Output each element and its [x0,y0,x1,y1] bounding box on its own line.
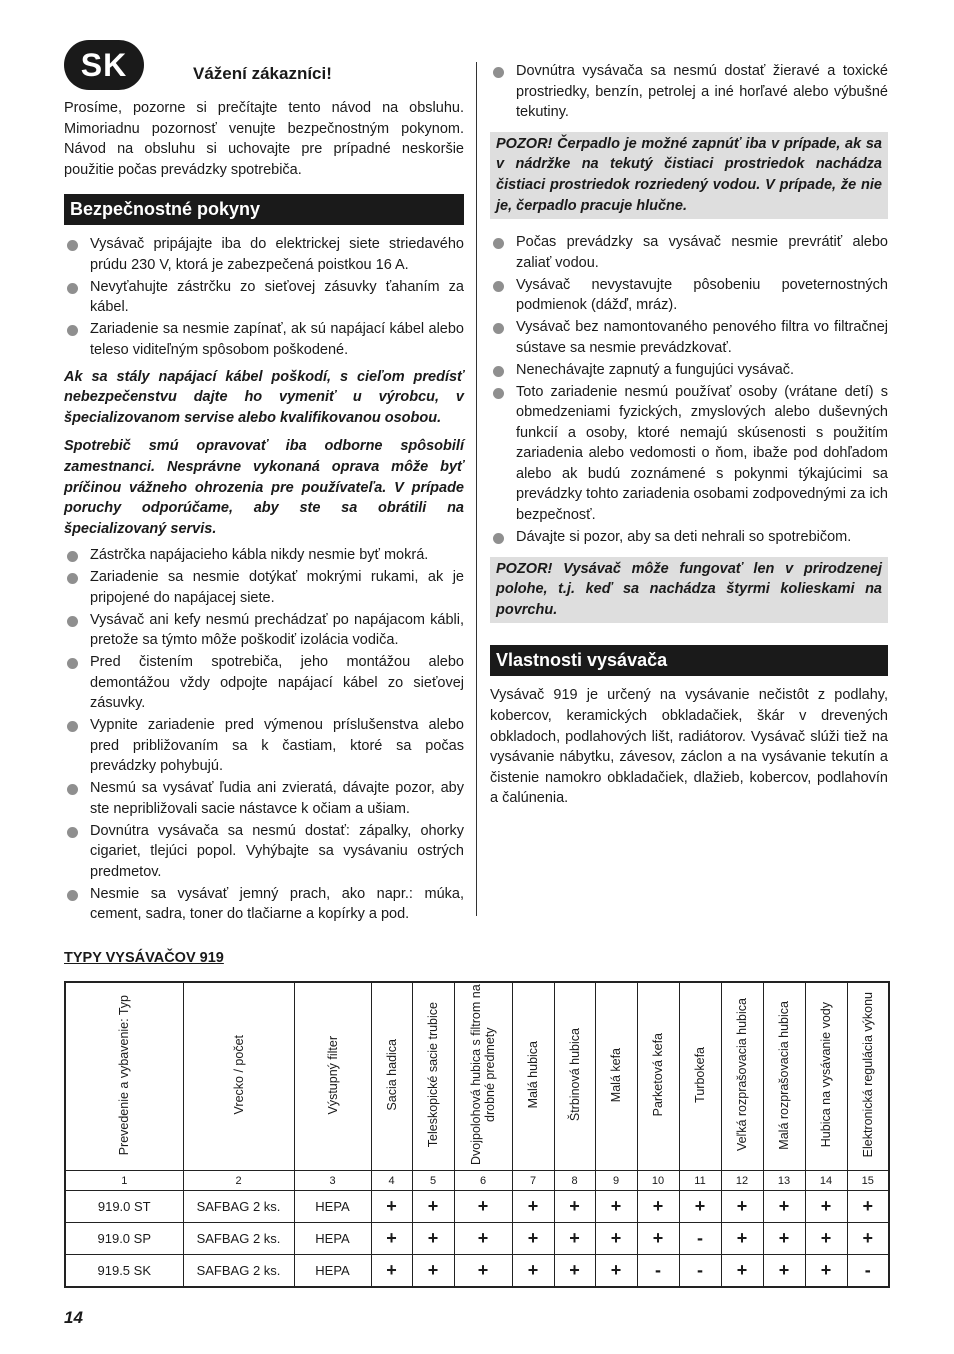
column-number: 12 [721,1171,763,1191]
column-number: 2 [183,1171,294,1191]
table-cell: + [554,1255,595,1288]
bullet-icon [67,573,78,584]
column-header: Malá kefa [595,982,637,1171]
table-cell: + [412,1223,454,1255]
list-item: Dovnútra vysávača sa nesmú dostať: zápalky, ohorky cigariet, tlejúci popol. Vyhýbajte sa vysávaniu ostrých predmetov. [64,821,464,883]
table-cell: + [512,1223,554,1255]
table-cell: + [554,1191,595,1223]
table-cell: + [412,1191,454,1223]
bullet-icon [67,658,78,669]
table-cell: - [679,1255,721,1288]
list-item: Vysávač ani kefy nesmú prechádzať po napájacom kábli, pretože sa týmto môže poškodiť izolácia vodiča. [64,610,464,651]
table-cell: - [847,1255,889,1288]
table-cell: + [454,1191,512,1223]
column-divider [476,62,477,916]
column-number: 9 [595,1171,637,1191]
table-cell: SAFBAG 2 ks. [183,1255,294,1288]
repair-notice: Spotrebič smú opravovať iba odborne spôsobilí zamestnanci. Nesprávne vykonaná oprava môže byť príčinou vážneho ohrozenia pre používateľa. V prípade poruchy odporúčame, aby ste sa obrátili na špecializovaný servis. [64,438,464,537]
table-cell: HEPA [294,1255,371,1288]
list-item: Dávajte si pozor, aby sa deti nehrali so spotrebičom. [490,527,888,548]
properties-heading: Vlastnosti vysávača [490,645,888,676]
bullet-icon [493,388,504,399]
table-cell: + [595,1223,637,1255]
table-cell: + [512,1191,554,1223]
table-cell: + [805,1191,847,1223]
table-cell: HEPA [294,1223,371,1255]
column-number: 15 [847,1171,889,1191]
bullet-icon [493,533,504,544]
column-number: 4 [371,1171,412,1191]
column-number: 13 [763,1171,805,1191]
list-item: Pred čistením spotrebiča, jeho montážou alebo demontážou vždy odpojte napájací kábel zo sieťovej zásuvky. [64,652,464,714]
table-cell: - [637,1255,679,1288]
list-item: Toto zariadenie nesmú používať osoby (vrátane detí) s obmedzeniami fyzických, zmyslových alebo duševných funkcií a osoby, ktoré nemajú skúsenosti s použitím zariadenia alebo vedomosti o ňom, ibaže pod dohľadom alebo ak budú zoznámené s pokynmi týkajúcimi sa prevádzky tohto zariadenia osobami zodpovednými za ich bezpečnosť. [490,382,888,526]
types-table [64,981,890,1288]
table-row [65,1223,889,1255]
table-cell: + [721,1255,763,1288]
safety-list-c [490,61,888,123]
column-number: 11 [679,1171,721,1191]
column-number: 1 [65,1171,183,1191]
table-cell: + [595,1191,637,1223]
column-number: 14 [805,1171,847,1191]
column-number: 3 [294,1171,371,1191]
bullet-icon [67,784,78,795]
page-number: 14 [64,1308,83,1327]
column-number: 6 [454,1171,512,1191]
properties-paragraph: Vysávač 919 je určený na vysávanie nečistôt z podlahy, kobercov, keramických obkladačiek, škár v drevených obkladoch, podlahových lišt, radiátorov. Vysávač slúži tiež na vysávanie nábytku, závesov, záclon a na vysávanie tekutín a čistenie namokro obkladačiek, dlažieb, kobercov, podlahovín a čalúnenia. [490,687,888,807]
bullet-icon [493,238,504,249]
list-item: Vypnite zariadenie pred výmenou príslušenstva alebo pred približovaním sa k častiam, ktoré sa počas prevádzky pohybujú. [64,715,464,777]
safety-list-a [64,234,464,360]
bullet-icon [67,551,78,562]
column-header: Štrbinová hubica [554,982,595,1171]
column-number-row [65,1171,889,1191]
table-cell: + [847,1191,889,1223]
table-cell: + [637,1191,679,1223]
list-item: Počas prevádzky sa vysávač nesmie prevrátiť alebo zaliať vodou. [490,232,888,273]
column-header: Dvojpolohová hubica s filtrom na drobné predmety [454,982,512,1171]
bullet-icon [67,325,78,336]
list-item: Nevyťahujte zástrčku zo sieťovej zásuvky ťahaním za kábel. [64,277,464,318]
pump-warning: POZOR! Čerpadlo je možné zapnúť iba v prípade, ak sa v nádržke na tekutý čistiaci prostriedok nachádza čistiaci prostriedok rozriedený vodou. V prípade, že nie je, čerpadlo pracuje hlučne. [490,132,888,219]
bullet-icon [67,827,78,838]
list-item: Vysávač bez namontovaného penového filtra vo filtračnej sústave sa nesmie prevádzkovať. [490,317,888,358]
column-header: Teleskopické sacie trubice [412,982,454,1171]
column-header: Malá rozprašovacia hubica [763,982,805,1171]
right-column [490,61,888,809]
safety-heading: Bezpečnostné pokyny [64,194,464,225]
table-cell: + [847,1223,889,1255]
table-cell: + [512,1255,554,1288]
position-warning: POZOR! Vysávač môže fungovať len v prirodzenej polohe, t.j. keď sa nachádza štyrmi kolieskami na povrchu. [490,557,888,624]
table-cell: + [371,1255,412,1288]
table-header-row [65,982,889,1171]
column-header: Parketová kefa [637,982,679,1171]
column-number: 7 [512,1171,554,1191]
bullet-icon [67,616,78,627]
table-cell: + [805,1255,847,1288]
left-column [64,98,464,926]
types-table-title: TYPY VYSÁVAČOV 919 [64,950,224,966]
bullet-icon [67,890,78,901]
list-item: Dovnútra vysávača sa nesmú dostať žieravé a toxické prostriedky, benzín, petrolej a iné horľavé alebo výbušné tekutiny. [490,61,888,123]
table-cell: HEPA [294,1191,371,1223]
table-cell: + [763,1223,805,1255]
bullet-icon [493,281,504,292]
table-cell: + [763,1255,805,1288]
table-cell: SAFBAG 2 ks. [183,1191,294,1223]
column-header: Turbokefa [679,982,721,1171]
table-cell: 919.0 SP [65,1223,183,1255]
list-item: Vysávač pripájajte iba do elektrickej siete striedavého prúdu 230 V, ktorá je zabezpečená poistkou 16 A. [64,234,464,275]
intro-paragraph: Prosíme, pozorne si prečítajte tento návod na obsluhu. Mimoriadnu pozornosť venujte bezpečnostným pokynom. Návod na obsluhu si uchovajte pre prípadné neskoršie použitie počas prevádzky spotrebiča. [64,100,464,178]
table-cell: + [721,1223,763,1255]
list-item: Nesmie sa vysávať jemný prach, ako napr.: múka, cement, sadra, toner do tlačiarne a kopírky a pod. [64,884,464,925]
column-header: Sacia hadica [371,982,412,1171]
bullet-icon [493,366,504,377]
column-number: 8 [554,1171,595,1191]
column-header: Prevedenie a vybavenie: Typ [65,982,183,1171]
table-cell: + [454,1223,512,1255]
list-item: Nenechávajte zapnutý a fungujúci vysávač. [490,360,888,381]
bullet-icon [493,323,504,334]
safety-list-b [64,545,464,925]
column-header: Elektronická regulácia výkonu [847,982,889,1171]
table-cell: + [805,1223,847,1255]
table-cell: + [371,1223,412,1255]
cable-notice: Ak sa stály napájací kábel poškodí, s cieľom predísť nebezpečenstvu dajte ho vymeniť u výrobcu, v špecializovanom servise alebo kvalifikovanou osobou. [64,368,464,426]
table-cell: + [721,1191,763,1223]
table-cell: SAFBAG 2 ks. [183,1223,294,1255]
table-cell: + [554,1223,595,1255]
table-cell: 919.5 SK [65,1255,183,1288]
bullet-icon [67,283,78,294]
table-cell: - [679,1223,721,1255]
table-cell: + [371,1191,412,1223]
table-row [65,1191,889,1223]
column-number: 5 [412,1171,454,1191]
column-header: Výstupný filter [294,982,371,1171]
table-row [65,1255,889,1288]
column-header: Vrecko / počet [183,982,294,1171]
table-cell: + [595,1255,637,1288]
greeting-title: Vážení zákazníci! [193,64,332,83]
table-cell: + [763,1191,805,1223]
column-number: 10 [637,1171,679,1191]
bullet-icon [67,721,78,732]
table-cell: + [637,1223,679,1255]
column-header: Hubica na vysávanie vody [805,982,847,1171]
safety-list-d [490,232,888,547]
bullet-icon [67,240,78,251]
table-cell: + [412,1255,454,1288]
column-header: Malá hubica [512,982,554,1171]
bullet-icon [493,67,504,78]
list-item: Vysávač nevystavujte pôsobeniu poveternostných podmienok (dážď, mráz). [490,275,888,316]
list-item: Zariadenie sa nesmie dotýkať mokrými rukami, ak je pripojené do napájacej siete. [64,567,464,608]
list-item: Zariadenie sa nesmie zapínať, ak sú napájací kábel alebo teleso viditeľným spôsobom poškodené. [64,319,464,360]
language-badge: SK [64,40,144,90]
list-item: Nesmú sa vysávať ľudia ani zvieratá, dávajte pozor, aby ste nepribližovali sacie nástavce k očiam a ušiam. [64,778,464,819]
table-cell: + [679,1191,721,1223]
column-header: Veľká rozprašovacia hubica [721,982,763,1171]
table-cell: 919.0 ST [65,1191,183,1223]
list-item: Zástrčka napájacieho kábla nikdy nesmie byť mokrá. [64,545,464,566]
table-cell: + [454,1255,512,1288]
